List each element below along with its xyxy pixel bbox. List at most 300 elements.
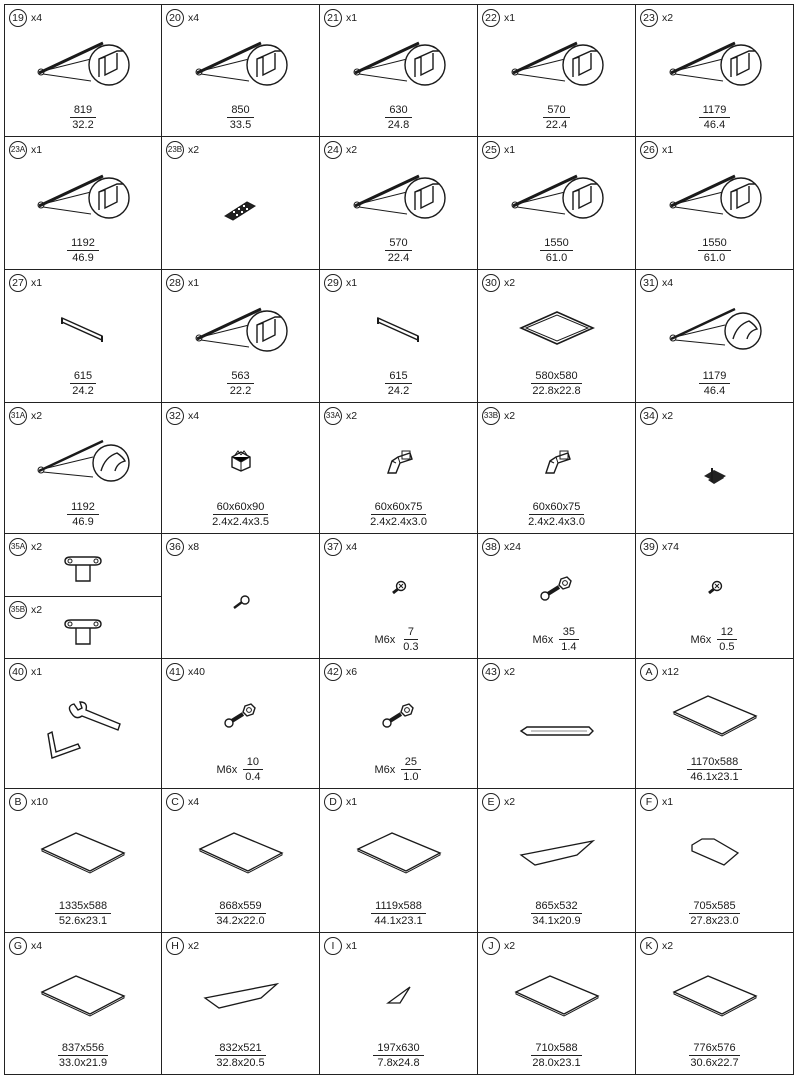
triangle-panel-icon — [162, 955, 319, 1035]
part-cell — [319, 788, 478, 933]
part-header — [482, 407, 515, 425]
dimension-mm: 850 — [227, 104, 253, 118]
dimension-fraction — [212, 900, 268, 927]
connector-block-icon — [162, 159, 319, 260]
bolt-with-nut-icon — [320, 681, 477, 749]
part-header — [324, 538, 357, 556]
dimension-inch: 46.9 — [72, 252, 94, 264]
part-header — [166, 538, 199, 556]
part-header — [324, 274, 357, 292]
parts-sheet — [4, 4, 793, 1077]
part-dimensions — [162, 900, 319, 927]
part-dimensions — [5, 237, 161, 264]
dimension-mm: 832x521 — [215, 1042, 265, 1056]
part-number-badge: H — [166, 937, 184, 955]
part-dimensions — [478, 900, 635, 927]
part-quantity: x2 — [31, 541, 43, 553]
part-quantity: x1 — [31, 277, 43, 289]
dimension-inch: 61.0 — [703, 252, 726, 264]
part-entry — [320, 534, 477, 659]
long-rod-with-curve-detail-icon — [5, 425, 161, 494]
long-rod-with-detail-icon — [320, 27, 477, 97]
part-entry — [636, 659, 793, 789]
dimension-inch: 33.5 — [229, 119, 252, 131]
part-number-badge: 27 — [9, 274, 27, 292]
dimension-mm: 12 — [717, 626, 737, 640]
dimension-mm: 837x556 — [58, 1042, 108, 1056]
dimension-mm: 10 — [243, 756, 263, 770]
part-entry — [162, 659, 319, 789]
part-entry — [162, 789, 319, 933]
long-rod-with-detail-icon — [636, 27, 793, 97]
part-quantity: x4 — [662, 277, 674, 289]
flat-strip-icon — [478, 681, 635, 779]
part-cell — [635, 402, 794, 534]
part-header — [482, 663, 515, 681]
part-quantity: x2 — [504, 277, 516, 289]
dimension-mm: 1170x588 — [687, 756, 743, 770]
dimension-inch: 61.0 — [545, 252, 568, 264]
part-dimensions — [162, 370, 319, 397]
part-number-badge: 37 — [324, 538, 342, 556]
part-cell — [477, 402, 636, 534]
part-quantity: x2 — [504, 666, 516, 678]
part-dimensions — [320, 1042, 477, 1069]
dimension-fraction — [68, 370, 97, 397]
part-cell — [477, 136, 636, 270]
part-header — [9, 274, 42, 292]
parts-row — [4, 533, 793, 658]
part-entry — [162, 534, 319, 659]
dimension-inch: 7.8x24.8 — [377, 1057, 420, 1069]
part-entry — [636, 789, 793, 933]
dimension-mm: 865x532 — [531, 900, 581, 914]
dimension-mm: 705x585 — [689, 900, 739, 914]
part-header — [482, 793, 515, 811]
part-entry — [5, 534, 161, 596]
dimension-mm: 1192 — [67, 501, 99, 515]
part-dimensions — [478, 370, 635, 397]
part-entry — [478, 137, 635, 270]
angle-connector-icon — [478, 425, 635, 494]
part-quantity: x1 — [504, 144, 516, 156]
part-entry — [636, 137, 793, 270]
part-quantity: x1 — [346, 796, 358, 808]
dimension-inch: 2.4x2.4x3.5 — [212, 516, 269, 528]
part-quantity: x2 — [662, 410, 674, 422]
part-dimensions — [5, 900, 161, 927]
dimension-inch: 22.4 — [387, 252, 410, 264]
dimension-mm: 1119x588 — [371, 900, 426, 914]
panel-icon — [636, 681, 793, 749]
part-cell — [635, 658, 794, 789]
part-cell — [319, 658, 478, 789]
part-cell — [4, 136, 162, 270]
part-dimensions — [320, 900, 477, 927]
part-entry — [162, 5, 319, 137]
dimension-mm: 197x630 — [373, 1042, 423, 1056]
part-cell — [4, 533, 162, 659]
part-quantity: x1 — [504, 12, 516, 24]
long-rod-with-detail-icon — [5, 159, 161, 230]
dimension-inch: 24.2 — [387, 385, 410, 397]
part-number-badge: 26 — [640, 141, 658, 159]
dimension-inch: 24.8 — [387, 119, 410, 131]
dimension-fraction — [542, 104, 571, 131]
part-number-badge: 34 — [640, 407, 658, 425]
dimension-mm: 1192 — [67, 237, 99, 251]
part-number-badge: 35A — [9, 538, 27, 556]
part-dimensions — [320, 626, 477, 653]
part-dimensions — [636, 626, 793, 653]
part-quantity: x1 — [346, 940, 358, 952]
long-rod-with-detail-icon — [636, 159, 793, 230]
dimension-inch: 46.4 — [703, 385, 726, 397]
part-cell — [4, 269, 162, 403]
part-dimensions — [5, 370, 161, 397]
dimension-fraction — [68, 104, 97, 131]
part-cell — [319, 932, 478, 1075]
part-cell — [319, 533, 478, 659]
part-cell — [635, 4, 794, 137]
part-header — [9, 663, 42, 681]
part-quantity: x2 — [188, 144, 200, 156]
dimension-mm: 1550 — [698, 237, 730, 251]
part-number-badge: 28 — [166, 274, 184, 292]
part-header — [9, 793, 48, 811]
panel-icon — [162, 811, 319, 893]
part-number-badge: K — [640, 937, 658, 955]
dimension-mm: 35 — [559, 626, 579, 640]
part-quantity: x2 — [504, 940, 516, 952]
part-number-badge: 33B — [482, 407, 500, 425]
part-header — [324, 9, 357, 27]
part-entry — [162, 403, 319, 534]
part-dimensions — [320, 237, 477, 264]
dimension-inch: 30.6x22.7 — [690, 1057, 739, 1069]
part-cell — [319, 269, 478, 403]
part-cell — [161, 533, 320, 659]
short-bracket-bar-icon — [320, 292, 477, 363]
part-quantity: x2 — [31, 410, 43, 422]
dimension-inch: 52.6x23.1 — [58, 915, 108, 927]
square-frame-icon — [478, 292, 635, 363]
dimension-mm: 1179 — [699, 104, 731, 118]
thread-size-label: M6x — [532, 633, 554, 646]
part-header — [9, 407, 42, 425]
wrench-and-hex-key-icon — [5, 681, 161, 779]
part-number-badge: 19 — [9, 9, 27, 27]
part-number-badge: 20 — [166, 9, 184, 27]
part-quantity: x2 — [662, 12, 674, 24]
dimension-fraction — [67, 237, 99, 264]
short-bolt-icon — [636, 556, 793, 619]
part-quantity: x1 — [31, 666, 43, 678]
part-dimensions — [162, 1042, 319, 1069]
dimension-mm: 819 — [70, 104, 96, 118]
part-cell — [635, 533, 794, 659]
dimension-fraction — [686, 756, 742, 783]
part-entry — [5, 596, 161, 658]
dimension-fraction — [384, 370, 413, 397]
part-header — [166, 141, 199, 159]
part-header — [166, 793, 199, 811]
dimension-inch: 22.8x22.8 — [532, 385, 581, 397]
parts-row — [4, 658, 793, 788]
part-cell — [635, 136, 794, 270]
part-entry — [320, 933, 477, 1075]
dimension-fraction — [55, 900, 111, 927]
dimension-inch: 46.4 — [703, 119, 726, 131]
part-header — [482, 9, 515, 27]
part-entry — [5, 789, 161, 933]
dimension-inch: 34.2x22.0 — [216, 915, 265, 927]
dimension-inch: 24.2 — [72, 385, 94, 397]
long-rod-with-curve-detail-icon — [636, 292, 793, 363]
part-number-badge: 40 — [9, 663, 27, 681]
dimension-inch: 32.2 — [72, 119, 94, 131]
dimension-fraction — [373, 1042, 423, 1069]
part-number-badge: G — [9, 937, 27, 955]
part-entry — [162, 137, 319, 270]
part-number-badge: A — [640, 663, 658, 681]
part-number-badge: 29 — [324, 274, 342, 292]
part-quantity: x2 — [346, 144, 358, 156]
long-rod-with-detail-icon — [320, 159, 477, 230]
dimension-fraction — [524, 501, 589, 528]
part-header — [640, 141, 673, 159]
part-quantity: x1 — [188, 277, 200, 289]
thread-size-label: M6x — [216, 763, 238, 776]
part-header — [640, 937, 673, 955]
part-dimensions — [5, 501, 161, 528]
bracket-clip-icon — [5, 611, 161, 654]
parts-row — [4, 402, 793, 533]
part-dimensions — [162, 104, 319, 131]
thread-size-label: M6x — [690, 633, 712, 646]
part-header — [9, 9, 42, 27]
part-header — [324, 663, 357, 681]
part-dimensions — [320, 104, 477, 131]
dimension-mm: 7 — [404, 626, 418, 640]
part-entry — [320, 5, 477, 137]
part-cell — [635, 269, 794, 403]
bracket-clip-icon — [5, 548, 161, 592]
dimension-inch: 1.4 — [561, 641, 577, 653]
part-header — [482, 141, 515, 159]
part-quantity: x2 — [188, 940, 200, 952]
part-quantity: x4 — [188, 12, 200, 24]
part-entry — [478, 933, 635, 1075]
dimension-inch: 22.2 — [229, 385, 252, 397]
part-header — [482, 274, 515, 292]
dimension-mm: 710x588 — [531, 1042, 581, 1056]
dimension-mm: 1550 — [540, 237, 572, 251]
dimension-mm: 615 — [70, 370, 96, 384]
dimension-mm: 630 — [385, 104, 411, 118]
dimension-fraction — [55, 1042, 111, 1069]
part-entry — [5, 137, 161, 270]
panel-icon — [5, 955, 161, 1035]
part-quantity: x4 — [188, 410, 200, 422]
part-entry — [320, 789, 477, 933]
part-entry — [636, 403, 793, 534]
dimension-fraction — [698, 237, 730, 264]
dimension-fraction — [528, 900, 584, 927]
dimension-inch: 22.4 — [545, 119, 568, 131]
dimension-inch: 34.1x20.9 — [532, 915, 581, 927]
parts-row — [4, 788, 793, 932]
part-entry — [162, 933, 319, 1075]
long-rod-with-detail-icon — [478, 159, 635, 230]
part-entry — [320, 270, 477, 403]
part-quantity: x4 — [31, 12, 43, 24]
dimension-inch: 27.8x23.0 — [690, 915, 739, 927]
part-entry — [320, 659, 477, 789]
part-entry — [5, 5, 161, 137]
part-number-badge: 22 — [482, 9, 500, 27]
part-number-badge: 35B — [9, 601, 27, 619]
dimension-mm: 1179 — [699, 370, 731, 384]
wood-screw-icon — [162, 556, 319, 649]
part-dimensions — [636, 370, 793, 397]
parts-row — [4, 4, 793, 136]
dimension-fraction — [686, 900, 742, 927]
part-number-badge: 30 — [482, 274, 500, 292]
dimension-inch: 0.5 — [719, 641, 735, 653]
long-rod-with-detail-icon — [162, 292, 319, 363]
part-entry — [478, 403, 635, 534]
dimension-mm: 580x580 — [531, 370, 581, 384]
part-dimensions — [636, 237, 793, 264]
dimension-fraction — [370, 900, 426, 927]
part-dimensions — [478, 237, 635, 264]
part-number-badge: 23B — [166, 141, 184, 159]
part-number-badge: I — [324, 937, 342, 955]
part-quantity: x1 — [346, 12, 358, 24]
part-dimensions — [478, 501, 635, 528]
part-quantity: x24 — [504, 541, 521, 553]
dimension-fraction — [715, 626, 738, 653]
part-quantity: x2 — [504, 796, 516, 808]
part-dimensions — [478, 104, 635, 131]
part-number-badge: D — [324, 793, 342, 811]
part-number-badge: B — [9, 793, 27, 811]
part-quantity: x2 — [346, 410, 358, 422]
part-entry — [320, 137, 477, 270]
dimension-inch: 32.8x20.5 — [216, 1057, 265, 1069]
dimension-fraction — [384, 237, 413, 264]
part-cell — [161, 136, 320, 270]
part-dimensions — [320, 756, 477, 783]
part-quantity: x40 — [188, 666, 205, 678]
part-cell — [477, 4, 636, 137]
part-quantity: x1 — [31, 144, 43, 156]
part-number-badge: 33A — [324, 407, 342, 425]
dimension-fraction — [557, 626, 580, 653]
part-entry — [5, 659, 161, 789]
short-bolt-icon — [320, 556, 477, 619]
part-entry — [478, 270, 635, 403]
part-header — [166, 407, 199, 425]
part-header — [324, 793, 357, 811]
thread-size-label: M6x — [374, 763, 396, 776]
part-cell — [4, 932, 162, 1075]
dimension-inch: 46.9 — [72, 516, 94, 528]
part-entry — [478, 659, 635, 789]
joint-connector-icon — [636, 425, 793, 524]
part-quantity: x1 — [662, 144, 674, 156]
part-cell — [477, 932, 636, 1075]
part-dimensions — [478, 1042, 635, 1069]
part-number-badge: 39 — [640, 538, 658, 556]
part-cell — [319, 136, 478, 270]
bolt-with-nut-icon — [478, 556, 635, 619]
corner-connector-icon — [162, 425, 319, 494]
part-dimensions — [5, 104, 161, 131]
part-number-badge: 42 — [324, 663, 342, 681]
part-dimensions — [320, 501, 477, 528]
dimension-mm: 60x60x90 — [213, 501, 269, 515]
part-header — [324, 141, 357, 159]
part-entry — [636, 534, 793, 659]
dimension-inch: 0.3 — [403, 641, 419, 653]
angle-connector-icon — [320, 425, 477, 494]
part-number-badge: 31 — [640, 274, 658, 292]
part-cell — [4, 658, 162, 789]
part-cell — [4, 402, 162, 534]
part-dimensions — [162, 501, 319, 528]
part-quantity: x8 — [188, 541, 200, 553]
part-quantity: x10 — [31, 796, 48, 808]
part-number-badge: 25 — [482, 141, 500, 159]
short-bracket-bar-icon — [5, 292, 161, 363]
part-entry — [478, 534, 635, 659]
part-cell — [161, 269, 320, 403]
part-header — [166, 937, 199, 955]
dimension-mm: 563 — [227, 370, 253, 384]
part-dimensions — [5, 1042, 161, 1069]
part-dimensions — [478, 626, 635, 653]
dimension-fraction — [699, 104, 731, 131]
part-cell — [161, 4, 320, 137]
part-header — [166, 663, 205, 681]
long-rod-with-detail-icon — [5, 27, 161, 97]
cut-corner-panel-icon — [636, 811, 793, 893]
panel-icon — [636, 955, 793, 1035]
part-quantity: x12 — [662, 666, 679, 678]
part-cell — [161, 402, 320, 534]
part-cell — [4, 4, 162, 137]
part-header — [9, 141, 42, 159]
dimension-inch: 46.1x23.1 — [690, 771, 739, 783]
dimension-fraction — [399, 626, 422, 653]
part-cell — [4, 788, 162, 933]
part-number-badge: 24 — [324, 141, 342, 159]
part-entry — [478, 5, 635, 137]
part-number-badge: 32 — [166, 407, 184, 425]
dimension-mm: 615 — [385, 370, 411, 384]
dimension-inch: 33.0x21.9 — [58, 1057, 108, 1069]
part-header — [640, 9, 673, 27]
part-entry — [5, 403, 161, 534]
dimension-inch: 2.4x2.4x3.0 — [370, 516, 427, 528]
part-entry — [636, 5, 793, 137]
part-number-badge: 43 — [482, 663, 500, 681]
dimension-fraction — [528, 1042, 584, 1069]
part-entry — [5, 933, 161, 1075]
part-cell — [477, 533, 636, 659]
